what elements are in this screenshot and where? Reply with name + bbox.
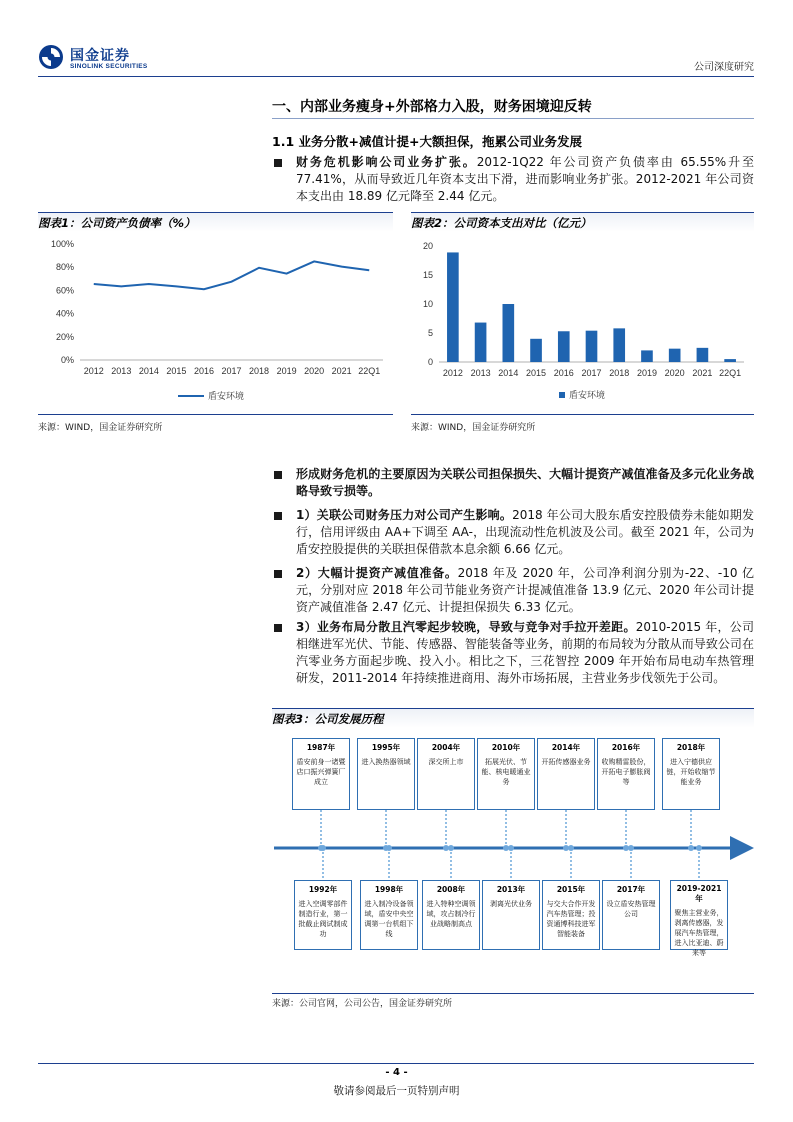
y-tick-label: 60% [55,285,74,296]
x-tick-label: 2019 [636,368,657,378]
bar-2018 [613,328,625,362]
timeline-year: 2014年 [551,743,581,752]
timeline-event-text: 盾安前身一诸暨店口振兴弹簧厂成立 [296,758,346,786]
y-tick-label: 100% [50,239,74,249]
paragraph-2 [296,466,754,500]
timeline-event-text: 开拓传感器业务 [541,758,591,766]
sinolink-logo-icon [38,44,64,70]
y-tick-label: 80% [55,262,74,273]
timeline-event-text: 进入空调零部件制造行业，第一批截止阀试制成功 [298,900,348,938]
bullet-icon [274,570,282,578]
page-number: - 4 - [385,1067,408,1078]
x-tick-label: 2019 [276,366,297,376]
bar-2016 [558,331,570,362]
timeline-event-text: 聚焦主营业务，剥离传感器，发展汽车热管理，进入比亚迪、蔚来等 [674,909,724,957]
timeline-event-text: 收购精雷股份，开拓电子膨胀阀等 [601,758,651,786]
timeline-event-text: 深交所上市 [428,758,464,766]
x-tick-label: 2016 [193,366,214,376]
paragraph-4-text: 2018 年及 2020 年，公司净利润分别为-22、-10 亿元，分别对应 2018 年公司节能业务资产计提减值准备 13.9 亿元、2020 年公司计提资产减值准备 2.47 亿元、计提担保损失 6.33 亿元。 [296,566,754,614]
timeline-year: 1995年 [371,743,401,752]
bullet-icon [274,159,282,167]
timeline-marker [568,845,574,851]
y-tick-label: 40% [55,308,74,319]
x-tick-label: 22Q1 [358,366,381,376]
page-header [38,42,754,76]
x-tick-label: 2014 [498,368,519,378]
timeline-marker [386,845,392,851]
timeline-event-text: 拓展光伏、节能、核电暖通业务 [481,758,531,786]
paragraph-3 [296,507,754,558]
timeline-event-top [357,738,415,810]
paragraph-5 [296,619,754,687]
disclaimer-link[interactable]: 敬请参阅最后一页特别声明 [333,1085,460,1097]
figure-1-source: 来源：WIND，国金证券研究所 [38,423,163,433]
logo-text-cn: 国金证券 [70,48,130,64]
timeline-diagram [272,730,754,990]
timeline-event-text: 进入换热器领域 [361,758,411,766]
timeline-year: 2018年 [676,743,706,752]
x-tick-label: 2017 [221,366,242,376]
timeline-year: 2017年 [616,885,646,894]
report-type: 公司深度研究 [694,62,754,73]
bar-2019 [641,350,653,362]
timeline-event-text: 剥离光伏业务 [490,900,532,908]
timeline-year: 2019-2021年 [676,884,722,903]
timeline-event-bottom [542,880,600,950]
timeline-event-bottom [602,880,660,950]
paragraph-3-bold: 1）关联公司财务压力对公司产生影响。 [296,508,513,522]
timeline-marker [696,845,702,851]
timeline-event-bottom [670,880,728,957]
bar-2015 [530,339,542,362]
figure-1-line-chart [38,234,393,412]
timeline-event-top [662,738,720,810]
x-tick-label: 2018 [609,368,630,378]
y-tick-label: 15 [422,270,433,280]
timeline-year: 2008年 [436,885,466,894]
timeline-year: 2016年 [611,743,641,752]
section-heading: 一、内部业务瘦身+外部格力入股，财务困境迎反转 [272,99,592,115]
x-tick-label: 22Q1 [719,368,742,378]
x-tick-label: 2012 [442,368,463,378]
figure-1-title: 图表1：公司资产负债率（%） [38,212,393,232]
y-tick-label: 0% [60,355,74,365]
section-heading-divider [272,118,754,119]
legend-label: 盾安环境 [208,391,245,401]
figure-2-bottom-line [411,414,754,415]
y-tick-label: 10 [422,299,433,309]
bullet-icon [274,512,282,520]
figure-2-bar-chart [411,234,754,412]
figure-2-title: 图表2：公司资本支出对比（亿元） [411,212,754,232]
x-tick-label: 2017 [581,368,602,378]
y-tick-label: 5 [427,328,433,338]
paragraph-4-bold: 2）大幅计提资产减值准备。 [296,566,458,580]
x-tick-label: 2015 [166,366,187,376]
x-tick-label: 2015 [526,368,547,378]
timeline-event-text: 设立盾安热管理公司 [606,900,656,918]
x-tick-label: 2013 [111,366,132,376]
bar-2014 [502,304,514,362]
timeline-marker [688,845,694,851]
bar-22Q1 [724,359,736,362]
figure-1-bottom-line [38,414,393,415]
bar-2013 [475,323,487,362]
footer-divider [38,1063,754,1064]
figure-3-title: 图表3：公司发展历程 [272,708,754,728]
x-tick-label: 2013 [470,368,491,378]
y-tick-label: 0 [427,357,433,367]
timeline-year: 2015年 [556,885,586,894]
timeline-event-top [597,738,655,810]
paragraph-1 [296,154,754,205]
bullet-icon [274,624,282,632]
timeline-event-bottom [482,880,540,950]
timeline-event-text: 与交大合作开发汽车热管理；投资通博科技进军智能装备 [546,900,596,938]
paragraph-2-bold: 形成财务危机的主要原因为关联公司担保损失、大幅计提资产减值准备及多元化业务战略导致亏损等。 [296,467,754,498]
y-tick-label: 20% [55,331,74,342]
timeline-event-top [292,738,350,810]
bar-2012 [447,252,459,362]
timeline-event-top [417,738,475,810]
x-tick-label: 2021 [331,366,352,376]
paragraph-5-text: 2010-2015 年，公司相继进军光伏、节能、传感器、智能装备等业务，前期的布局较为分散从而导致公司在汽零业务方面起步晚、投入小。相比之下，三花智控 2009 年开始布局电动车热管理研发，2011-2014 年持续推进商用、海外市场拓展，主营业务步伐领先于公司。 [296,620,754,685]
y-tick-label: 20 [422,241,433,251]
bar-2021 [697,348,709,362]
x-tick-label: 2016 [553,368,574,378]
timeline-event-text: 进入制冷设备领域，盾安中央空调第一台机组下线 [364,900,414,938]
paragraph-5-bold: 3）业务布局分散且汽零起步较晚，导致与竞争对手拉开差距。 [296,620,636,634]
figure-3-source: 来源：公司官网，公司公告，国金证券研究所 [272,999,453,1009]
paragraph-1-bold: 财务危机影响公司业务扩张。 [296,155,477,169]
timeline-event-top [477,738,535,810]
bar-2020 [669,349,681,362]
legend-swatch [559,392,565,398]
figure-3-bottom-line [272,993,754,994]
x-tick-label: 2020 [664,368,685,378]
timeline-marker [448,845,454,851]
timeline-event-bottom [294,880,352,950]
timeline-year: 2004年 [431,743,461,752]
timeline-event-bottom [360,880,418,950]
x-tick-label: 2021 [692,368,713,378]
paragraph-4 [296,565,754,616]
series-line-盾安环境 [94,261,369,289]
timeline-year: 2010年 [491,743,521,752]
paragraph-3-text: 2018 年公司大股东盾安控股债券未能如期发行，信用评级由 AA+下调至 AA-，出现流动性危机波及公司。截至 2021 年，公司为盾安控股提供的关联担保借款本息余额 6.66 亿元。 [296,508,755,556]
x-tick-label: 2014 [138,366,159,376]
x-tick-label: 2020 [304,366,325,376]
timeline-marker [320,845,326,851]
timeline-event-text: 进入特种空调领域，攻占制冷行业战略制高点 [426,900,476,928]
bullet-icon [274,471,282,479]
timeline-year: 1992年 [308,885,338,894]
logo-text-en: SINOLINK SECURITIES [70,63,148,70]
timeline-year: 1998年 [374,885,404,894]
timeline-event-bottom [422,880,480,950]
timeline-year: 2013年 [496,885,526,894]
legend-label: 盾安环境 [569,390,606,400]
x-tick-label: 2018 [249,366,270,376]
timeline-marker [628,845,634,851]
header-divider [38,76,754,77]
timeline-year: 1987年 [306,743,336,752]
timeline-event-top [537,738,595,810]
bar-2017 [586,331,598,362]
timeline-event-text: 进入宁德供应链，开始收缩节能业务 [666,758,716,786]
paragraph-1-text: 2012-1Q22 年公司资产负债率由 65.55%升至 77.41%，从而导致近几年资本支出下滑，进而影响业务扩张。2012-2021 年公司资本支出由 18.89 亿元降至 2.44 亿元。 [296,155,754,203]
subsection-heading: 1.1 业务分散+减值计提+大额担保，拖累公司业务发展 [272,134,582,149]
timeline-marker [508,845,514,851]
figure-2-source: 来源：WIND，国金证券研究所 [411,423,536,433]
x-tick-label: 2012 [83,366,104,376]
